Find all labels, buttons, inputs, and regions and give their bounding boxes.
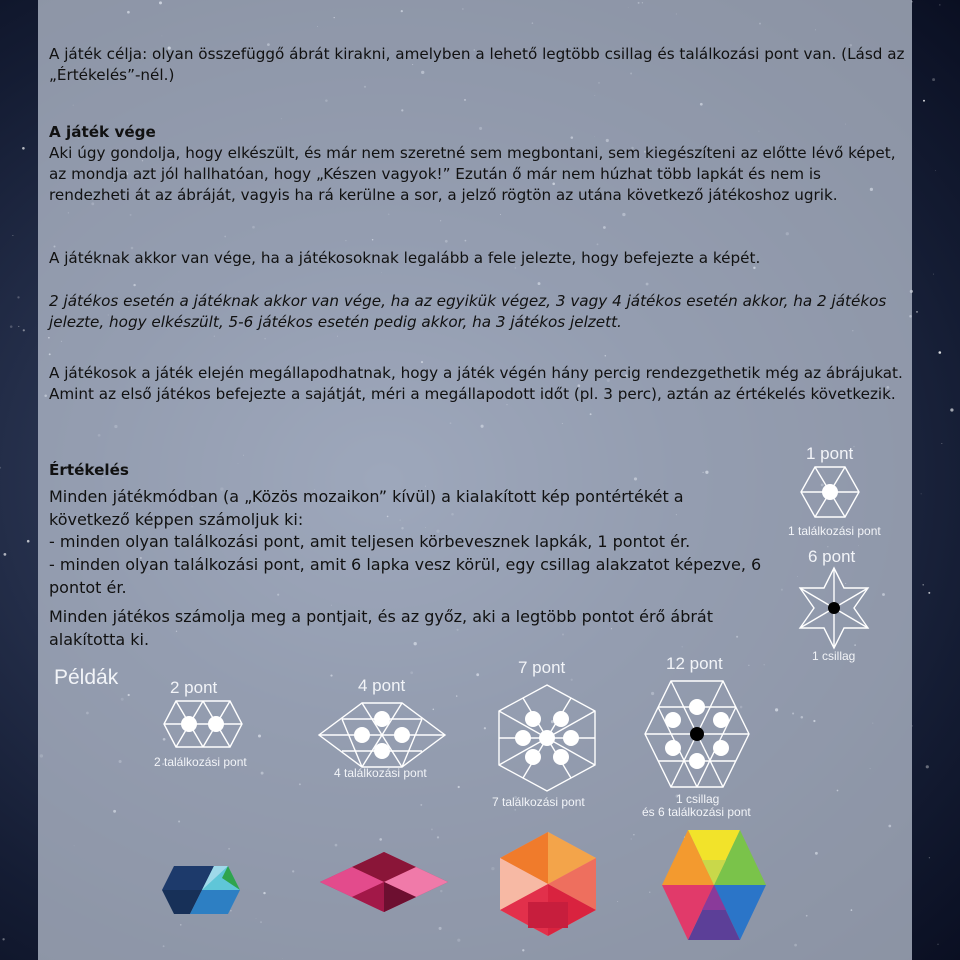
star-dot [942,443,943,444]
example-4-star-dot [690,727,704,741]
star-dot [933,274,934,275]
example-3-diagram [498,684,596,792]
end-paragraph-3: A játékosok a játék elején megállapodhatnak, hogy a játék végén hány percig rendezgethetik még az ábrájukat. Amint az első játékos befejezte a sajátját, méri a megállapodott időt (pl. 3 perc), aztán az értékelés következik. [49,364,903,403]
example-4-title: 12 pont [666,654,723,673]
example-4-dot [713,740,729,756]
star-dot [937,944,938,945]
star-dot [928,592,930,594]
example-4-caption-line2: és 6 találkozási pont [642,805,751,819]
legend-one-point-title: 1 pont [806,444,854,463]
legend-six-point-caption: 1 csillag [812,649,856,663]
star-dot [935,170,936,171]
example-3-dot [553,711,569,727]
example-2-caption: 4 találkozási pont [334,766,427,780]
example-4-dot [689,699,705,715]
meeting-point-dot [822,484,838,500]
star-dot [926,765,929,768]
legend-one-point-caption: 1 találkozási pont [788,524,881,538]
example-2-dot [354,727,370,743]
example-3-dot [553,749,569,765]
example-4-dot [713,712,729,728]
star-dot [27,540,30,543]
example-2-dot [374,743,390,759]
star-dot [10,325,13,328]
star-dot [932,78,935,81]
example-4-diagram [644,680,750,788]
star-center-dot [828,602,840,614]
scoring-heading: Értékelés [49,461,129,479]
end-heading: A játék vége [49,123,156,141]
example-1-caption: 2 találkozási pont [154,755,247,769]
example-3-dot [515,730,531,746]
example-2-diagram [318,702,446,768]
mosaic-tile-orange [500,832,596,936]
star-dot [2,938,4,940]
example-2-dot [394,727,410,743]
example-4-caption-line1: 1 csillag [676,792,720,806]
example-3-dot [525,749,541,765]
example-4-dot [689,753,705,769]
star-dot [939,4,940,5]
star-dot [922,584,924,586]
mosaic-tile-blue [162,866,240,914]
example-1-title: 2 pont [170,678,218,697]
star-dot [938,351,941,354]
example-4-dot [665,712,681,728]
example-2-dot [374,711,390,727]
star-dot [22,147,25,150]
end-paragraph-2: A játéknak akkor van vége, ha a játékosoknak legalább a fele jelezte, hogy befejezte a képét. [49,249,761,267]
scoring-rule-1: - minden olyan találkozási pont, amit teljesen körbevesznek lapkák, 1 pontot ér. [49,532,691,551]
example-4-dot [665,740,681,756]
player-count-note: 2 játékos esetén a játéknak akkor van vége, ha az egyikük végez, 3 vagy 4 játékos esetén akkor, ha 2 játékos jelezte, hogy elkészült, 5-6 játékos esetén pedig akkor, ha 3 játékos jelzett. [49,292,887,331]
scoring-rule-2: - minden olyan találkozási pont, amit 6 lapka vesz körül, egy csillag alakzatot képezve, 6 pontot ér. [49,555,762,597]
star-dot [923,100,925,102]
legend-meeting-point-diagram [800,466,860,518]
scoring-intro: Minden játékmódban (a „Közös mozaikon” kívül) a kialakított kép pontértékét a következő képpen számoljuk ki: [49,487,684,529]
goal-text: A játék célja: olyan összefüggő ábrát kirakni, amelyben a lehető legtöbb csillag és találkozási pont van. (Lásd az „Értékelés”-nél.) [49,45,905,84]
star-dot [17,296,19,298]
example-1-dot [181,716,197,732]
example-3-caption: 7 találkozási pont [492,795,585,809]
example-3-dot [563,730,579,746]
star-dot [916,311,918,313]
example-1-diagram [163,700,243,748]
star-dot [929,857,930,858]
end-paragraph-1: Aki úgy gondolja, hogy elkészült, és már nem szeretné sem megbontani, sem kiegészíteni az előtte lévő képet, az mondja azt jól hallhatóan, hogy „Készen vagyok!” Ezután ő már nem húzhat több lapkát és nem is rendezheti át az ábráját, vagyis ha rá kerülne a sor, a jelző rögtön az utána következő játékoshoz ugrik. [49,144,896,204]
star-dot [0,467,1,469]
mosaic-tile-rainbow [662,830,766,940]
star-dot [18,326,19,327]
star-dot [4,553,7,556]
example-3-title: 7 pont [518,658,566,677]
legend-six-point-title: 6 pont [808,547,856,566]
legend-star-diagram [798,568,870,648]
example-3-dot [525,711,541,727]
star-dot [23,329,25,331]
examples-title: Példák [54,666,119,689]
star-dot [921,494,922,495]
scoring-outro: Minden játékos számolja meg a pontjait, és az győz, aki a legtöbb pontot érő ábrát alakította ki. [49,607,714,649]
star-dot [12,235,13,236]
example-2-title: 4 pont [358,676,406,695]
star-dot [950,408,953,411]
mosaic-tile-pink [320,852,448,912]
example-3-dot [539,730,555,746]
example-1-dot [208,716,224,732]
